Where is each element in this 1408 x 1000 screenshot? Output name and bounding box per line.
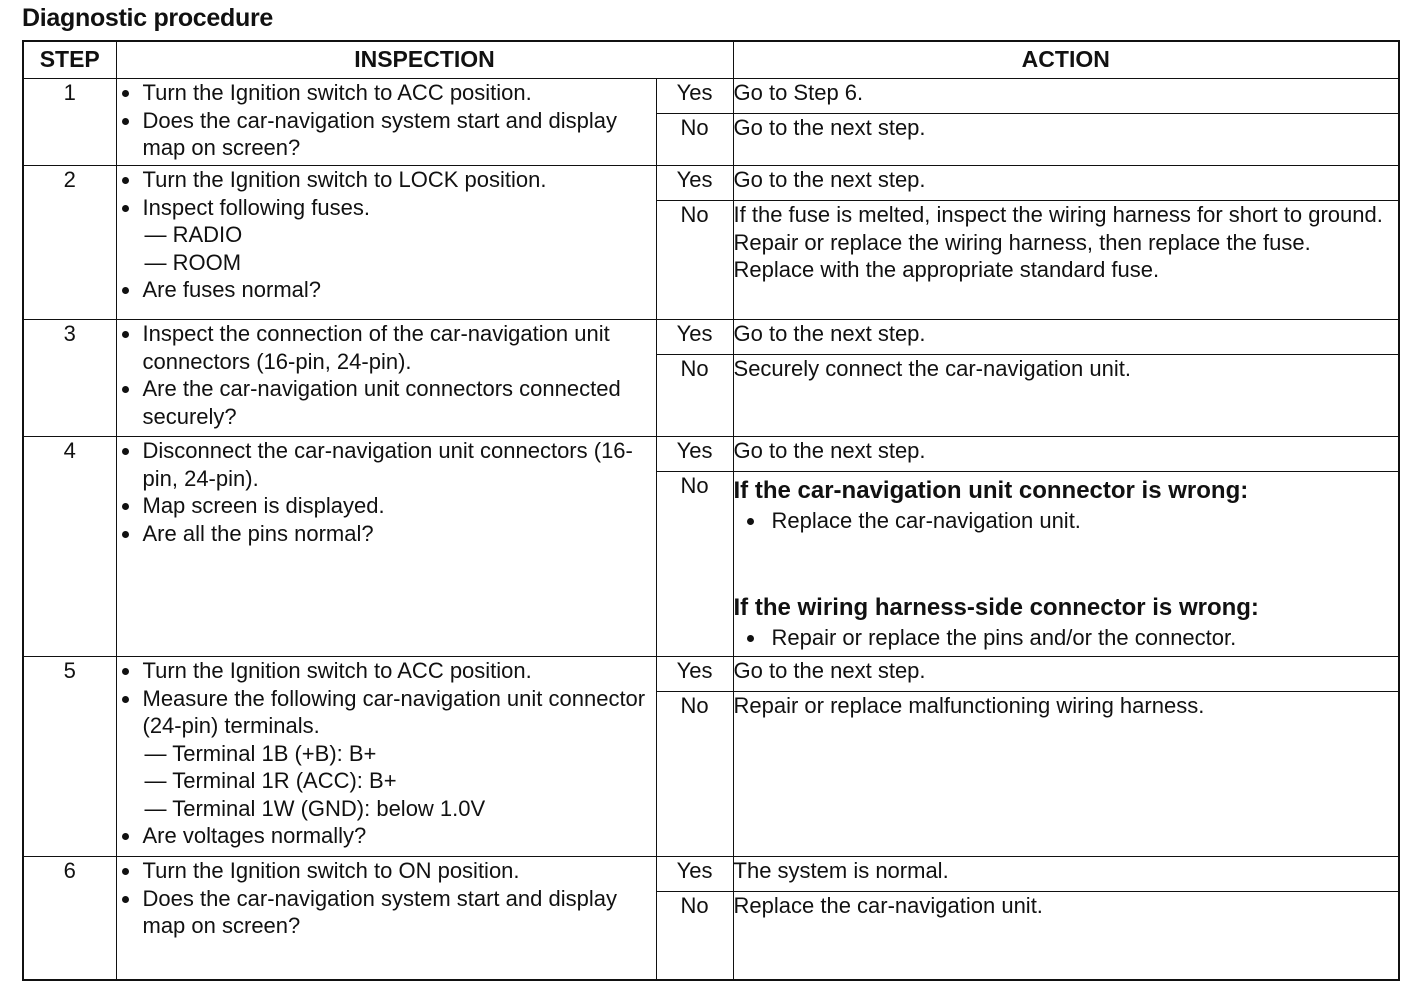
inspection-cell (116, 657, 656, 857)
inspection-item (117, 194, 656, 277)
header-inspection: INSPECTION (116, 41, 733, 79)
yes-label: Yes (656, 857, 733, 892)
inspection-cell (116, 857, 656, 980)
inspection-item: Does the car-navigation system start and display map on screen? (117, 107, 656, 162)
condition-heading: If the car-navigation unit connector is wrong: (733, 477, 1249, 504)
no-action-text: If the fuse is melted, inspect the wiring harness for short to ground. Repair or replace the wiring harness, then replace the fuse. (733, 202, 1383, 255)
no-label: No (656, 355, 733, 437)
yes-label: Yes (656, 320, 733, 355)
inspection-item: Turn the Ignition switch to ON position. (117, 857, 656, 885)
header-row (23, 41, 1399, 79)
no-action (733, 201, 1399, 320)
no-label: No (656, 114, 733, 166)
inspection-item: Does the car-navigation system start and display map on screen? (117, 885, 656, 940)
condition-heading: If the wiring harness-side connector is wrong: (733, 593, 1259, 621)
yes-action: Go to the next step. (733, 166, 1399, 201)
inspection-item: Turn the Ignition switch to ACC position. (117, 79, 656, 107)
inspection-item: Disconnect the car-navigation unit connectors (16-pin, 24-pin). (117, 437, 656, 492)
fuse-item: — ROOM (144, 249, 242, 275)
terminal-item: — Terminal 1W (GND): below 1.0V (144, 795, 486, 821)
yes-action: Go to Step 6. (733, 79, 1399, 114)
condition-action: Replace the car-navigation unit. (734, 507, 1399, 535)
no-action: Repair or replace malfunctioning wiring harness. (733, 692, 1399, 857)
no-label: No (656, 472, 733, 657)
inspection-text: Measure the following car-navigation unit connector (24-pin) terminals. (142, 685, 646, 738)
yes-label: Yes (656, 657, 733, 692)
yes-action: Go to the next step. (733, 320, 1399, 355)
no-action (733, 472, 1399, 657)
yes-action: Go to the next step. (733, 657, 1399, 692)
inspection-item: Turn the Ignition switch to ACC position. (117, 657, 656, 685)
step-number: 2 (23, 166, 116, 320)
inspection-cell (116, 166, 656, 320)
step-number: 6 (23, 857, 116, 980)
inspection-item: Turn the Ignition switch to LOCK position. (117, 166, 656, 194)
no-action: Replace the car-navigation unit. (733, 892, 1399, 980)
terminal-item: — Terminal 1B (+B): B+ (144, 740, 377, 766)
inspection-cell (116, 320, 656, 437)
table-row (23, 320, 1399, 355)
header-action: ACTION (733, 41, 1399, 79)
no-action: Go to the next step. (733, 114, 1399, 166)
table-row (23, 437, 1399, 472)
diagnostic-table (22, 40, 1400, 981)
inspection-text: Inspect following fuses. (142, 194, 370, 220)
header-step: STEP (23, 41, 116, 79)
inspection-item: Are voltages normally? (117, 822, 656, 850)
inspection-item: Are the car-navigation unit connectors connected securely? (117, 375, 656, 430)
inspection-cell (116, 437, 656, 657)
inspection-item: Are all the pins normal? (117, 520, 656, 548)
no-action-text: Replace with the appropriate standard fuse. (733, 257, 1160, 282)
no-label: No (656, 692, 733, 857)
yes-action: Go to the next step. (733, 437, 1399, 472)
yes-label: Yes (656, 437, 733, 472)
fuse-item: — RADIO (144, 222, 243, 247)
table-row (23, 79, 1399, 114)
table-row (23, 166, 1399, 201)
yes-label: Yes (656, 79, 733, 114)
no-label: No (656, 201, 733, 320)
terminal-item: — Terminal 1R (ACC): B+ (144, 768, 397, 793)
table-row (23, 857, 1399, 892)
step-number: 3 (23, 320, 116, 437)
step-number: 5 (23, 657, 116, 857)
condition-action: Repair or replace the pins and/or the connector. (734, 624, 1399, 652)
step-number: 4 (23, 437, 116, 657)
inspection-item (117, 685, 656, 823)
inspection-item: Inspect the connection of the car-navigation unit connectors (16-pin, 24-pin). (117, 320, 656, 375)
spacer (734, 535, 1399, 589)
page-title: Diagnostic procedure (22, 4, 273, 32)
yes-label: Yes (656, 166, 733, 201)
yes-action: The system is normal. (733, 857, 1399, 892)
inspection-cell (116, 79, 656, 166)
step-number: 1 (23, 79, 116, 166)
table-row (23, 657, 1399, 692)
inspection-item: Map screen is displayed. (117, 492, 656, 520)
inspection-item: Are fuses normal? (117, 276, 656, 304)
no-label: No (656, 892, 733, 980)
no-action: Securely connect the car-navigation unit. (733, 355, 1399, 437)
